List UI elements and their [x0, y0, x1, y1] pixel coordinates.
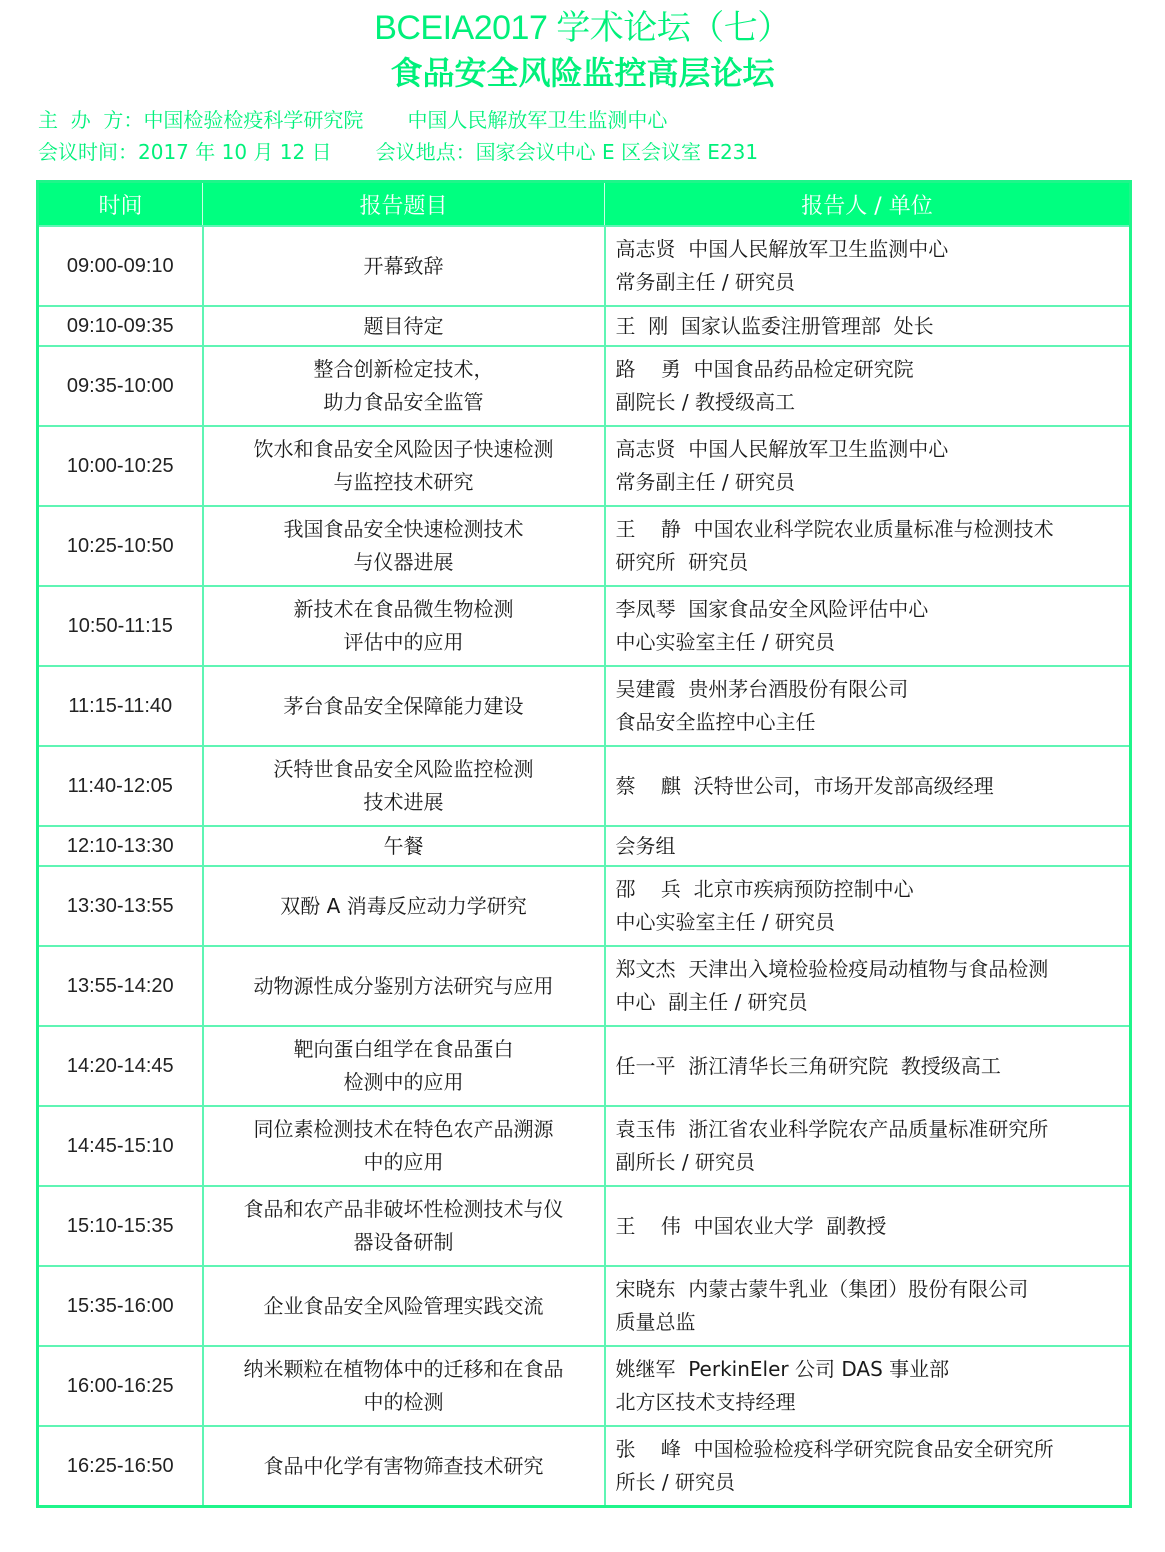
speaker-line: 李凤琴 国家食品安全风险评估中心 — [615, 597, 929, 621]
time-cell: 09:10-09:35 — [38, 306, 203, 346]
table-row — [38, 1346, 1131, 1426]
column-header-time: 时间 — [38, 182, 203, 227]
speaker-line: 宋晓东 内蒙古蒙牛乳业（集团）股份有限公司 — [615, 1277, 1029, 1301]
speaker-cell — [605, 586, 1131, 666]
speaker-line: 王 刚 国家认监委注册管理部 处长 — [615, 313, 934, 338]
speaker-cell — [605, 226, 1131, 306]
time-cell: 14:20-14:45 — [38, 1026, 203, 1106]
speaker-cell — [605, 506, 1131, 586]
table-header-row — [38, 182, 1131, 227]
topic-line: 食品中化学有害物筛查技术研究 — [263, 1453, 544, 1478]
topic-line: 与仪器进展 — [353, 550, 454, 574]
time-cell: 11:15-11:40 — [38, 666, 203, 746]
table-row — [38, 946, 1131, 1026]
speaker-cell — [605, 746, 1131, 826]
table-row — [38, 1106, 1131, 1186]
topic-cell — [203, 666, 605, 746]
table-row — [38, 666, 1131, 746]
table-row — [38, 226, 1131, 306]
table-row — [38, 306, 1131, 346]
speaker-line: 中心实验室主任 / 研究员 — [615, 910, 835, 934]
topic-line: 技术进展 — [363, 790, 444, 814]
date-venue-line — [38, 139, 758, 165]
topic-cell — [203, 746, 605, 826]
topic-line: 助力食品安全监管 — [323, 390, 484, 414]
topic-line: 靶向蛋白组学在食品蛋白 — [293, 1037, 514, 1061]
speaker-line: 北方区技术支持经理 — [615, 1390, 796, 1414]
topic-line: 沃特世食品安全风险监控检测 — [273, 757, 534, 781]
speaker-cell — [605, 1186, 1131, 1266]
speaker-line: 高志贤 中国人民解放军卫生监测中心 — [615, 437, 949, 461]
speaker-line: 王 静 中国农业科学院农业质量标准与检测技术 — [615, 517, 1054, 541]
topic-line: 开幕致辞 — [363, 253, 444, 278]
speaker-line: 邵 兵 北京市疾病预防控制中心 — [615, 877, 914, 901]
speaker-line: 食品安全监控中心主任 — [615, 710, 816, 734]
topic-line: 与监控技术研究 — [333, 470, 474, 494]
topic-cell — [203, 826, 605, 866]
time-cell: 13:30-13:55 — [38, 866, 203, 946]
table-row — [38, 866, 1131, 946]
organizer-line — [38, 107, 667, 133]
speaker-line: 王 伟 中国农业大学 副教授 — [615, 1213, 887, 1238]
table-row — [38, 506, 1131, 586]
speaker-line: 任一平 浙江清华长三角研究院 教授级高工 — [615, 1053, 1001, 1078]
speaker-cell — [605, 306, 1131, 346]
time-cell: 14:45-15:10 — [38, 1106, 203, 1186]
date-value: 2017 年 10 月 12 日 — [138, 140, 332, 164]
topic-cell — [203, 1026, 605, 1106]
schedule-body — [38, 226, 1131, 1507]
table-row — [38, 746, 1131, 826]
time-cell: 09:00-09:10 — [38, 226, 203, 306]
table-row — [38, 826, 1131, 866]
time-cell: 16:25-16:50 — [38, 1426, 203, 1507]
topic-cell — [203, 1186, 605, 1266]
topic-line: 新技术在食品微生物检测 — [293, 597, 514, 621]
speaker-cell — [605, 1426, 1131, 1507]
topic-cell — [203, 346, 605, 426]
speaker-line: 研究所 研究员 — [615, 550, 749, 574]
topic-line: 午餐 — [383, 833, 424, 858]
time-cell: 15:10-15:35 — [38, 1186, 203, 1266]
speaker-cell — [605, 866, 1131, 946]
speaker-line: 蔡 麒 沃特世公司，市场开发部高级经理 — [615, 773, 994, 798]
speaker-line: 路 勇 中国食品药品检定研究院 — [615, 357, 914, 381]
time-cell: 10:50-11:15 — [38, 586, 203, 666]
topic-cell — [203, 1426, 605, 1507]
speaker-cell — [605, 1266, 1131, 1346]
topic-line: 纳米颗粒在植物体中的迁移和在食品 — [243, 1357, 564, 1381]
time-cell: 10:00-10:25 — [38, 426, 203, 506]
speaker-cell — [605, 1026, 1131, 1106]
column-header-topic: 报告题目 — [203, 182, 605, 227]
speaker-cell — [605, 1106, 1131, 1186]
time-cell: 10:25-10:50 — [38, 506, 203, 586]
table-row — [38, 1426, 1131, 1507]
topic-line: 我国食品安全快速检测技术 — [283, 517, 524, 541]
topic-cell — [203, 866, 605, 946]
page-subtitle: 食品安全风险监控高层论坛 — [390, 54, 775, 92]
speaker-cell — [605, 346, 1131, 426]
speaker-line: 常务副主任 / 研究员 — [615, 270, 795, 294]
topic-line: 双酚 A 消毒反应动力学研究 — [280, 893, 527, 918]
topic-cell — [203, 306, 605, 346]
topic-cell — [203, 426, 605, 506]
topic-line: 评估中的应用 — [343, 630, 464, 654]
topic-cell — [203, 586, 605, 666]
speaker-cell — [605, 666, 1131, 746]
table-row — [38, 1026, 1131, 1106]
topic-line: 同位素检测技术在特色农产品溯源 — [253, 1117, 554, 1141]
time-cell: 12:10-13:30 — [38, 826, 203, 866]
topic-line: 中的应用 — [363, 1150, 444, 1174]
venue-label: 会议地点： — [375, 140, 476, 164]
speaker-line: 副院长 / 教授级高工 — [615, 390, 795, 414]
organizer-2: 中国人民解放军卫生监测中心 — [407, 108, 668, 132]
topic-line: 食品和农产品非破坏性检测技术与仪 — [243, 1197, 564, 1221]
page-title: BCEIA2017 学术论坛（七） — [374, 9, 791, 47]
speaker-line: 吴建霞 贵州茅台酒股份有限公司 — [615, 677, 909, 701]
table-row — [38, 1266, 1131, 1346]
topic-line: 检测中的应用 — [343, 1070, 464, 1094]
organizer-1: 中国检验检疫科学研究院 — [143, 108, 364, 132]
speaker-line: 常务副主任 / 研究员 — [615, 470, 795, 494]
table-row — [38, 346, 1131, 426]
venue-value: 国家会议中心 E 区会议室 E231 — [475, 140, 759, 164]
table-row — [38, 426, 1131, 506]
time-cell: 16:00-16:25 — [38, 1346, 203, 1426]
topic-line: 中的检测 — [363, 1390, 444, 1414]
topic-line: 企业食品安全风险管理实践交流 — [263, 1293, 544, 1318]
speaker-line: 姚继军 PerkinEler 公司 DAS 事业部 — [615, 1357, 950, 1381]
speaker-line: 高志贤 中国人民解放军卫生监测中心 — [615, 237, 949, 261]
column-header-speaker: 报告人 / 单位 — [605, 182, 1131, 227]
topic-line: 题目待定 — [363, 313, 444, 338]
topic-cell — [203, 226, 605, 306]
topic-cell — [203, 506, 605, 586]
speaker-cell — [605, 826, 1131, 866]
date-label: 会议时间： — [38, 140, 138, 164]
time-cell: 13:55-14:20 — [38, 946, 203, 1026]
topic-cell — [203, 946, 605, 1026]
topic-line: 茅台食品安全保障能力建设 — [283, 693, 524, 718]
time-cell: 09:35-10:00 — [38, 346, 203, 426]
speaker-cell — [605, 426, 1131, 506]
schedule-table — [36, 180, 1132, 1508]
topic-cell — [203, 1266, 605, 1346]
time-cell: 15:35-16:00 — [38, 1266, 203, 1346]
table-row — [38, 586, 1131, 666]
speaker-line: 所长 / 研究员 — [615, 1470, 735, 1494]
speaker-line: 中心 副主任 / 研究员 — [615, 990, 808, 1014]
time-cell: 11:40-12:05 — [38, 746, 203, 826]
topic-cell — [203, 1346, 605, 1426]
organizer-label: 主 办 方： — [38, 108, 144, 132]
speaker-line: 张 峰 中国检验检疫科学研究院食品安全研究所 — [615, 1437, 1054, 1461]
topic-line: 整合创新检定技术， — [313, 357, 494, 381]
topic-line: 器设备研制 — [353, 1230, 454, 1254]
speaker-line: 袁玉伟 浙江省农业科学院农产品质量标准研究所 — [615, 1117, 1049, 1141]
topic-line: 饮水和食品安全风险因子快速检测 — [253, 437, 554, 461]
topic-line: 动物源性成分鉴别方法研究与应用 — [253, 973, 554, 998]
topic-cell — [203, 1106, 605, 1186]
speaker-line: 质量总监 — [615, 1310, 696, 1334]
speaker-line: 中心实验室主任 / 研究员 — [615, 630, 835, 654]
table-row — [38, 1186, 1131, 1266]
speaker-cell — [605, 946, 1131, 1026]
speaker-cell — [605, 1346, 1131, 1426]
speaker-line: 郑文杰 天津出入境检验检疫局动植物与食品检测 — [615, 957, 1049, 981]
speaker-line: 会务组 — [615, 833, 676, 858]
speaker-line: 副所长 / 研究员 — [615, 1150, 755, 1174]
